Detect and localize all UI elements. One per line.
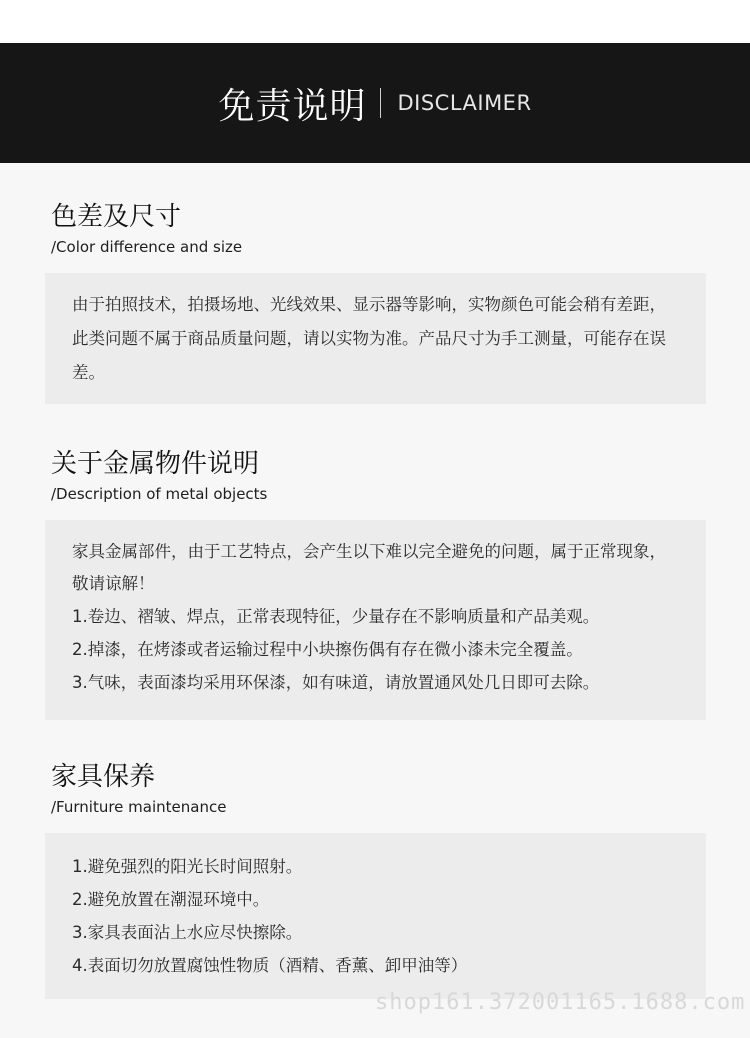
section-subtitle: /Description of metal objects <box>51 485 268 503</box>
section-title: 家具保养 <box>51 762 156 792</box>
list-item: 3.家具表面沾上水应尽快擦除。 <box>72 923 303 942</box>
top-strip <box>0 0 750 43</box>
list-item: 2.掉漆，在烤漆或者运输过程中小块擦伤偶有存在微小漆未完全覆盖。 <box>72 640 583 659</box>
section-title: 色差及尺寸 <box>51 202 182 232</box>
header-banner <box>0 43 750 163</box>
list-item: 1.卷边、褶皱、焊点，正常表现特征，少量存在不影响质量和产品美观。 <box>72 607 600 626</box>
section-title: 关于金属物件说明 <box>51 449 260 479</box>
title-divider <box>380 88 381 118</box>
page-title: 免责说明 <box>218 85 367 127</box>
shop-watermark: shop161.372001165.1688.com <box>375 990 746 1015</box>
page-title-english: DISCLAIMER <box>397 91 532 115</box>
section-content-box <box>45 520 706 720</box>
list-item: 2.避免放置在潮湿环境中。 <box>72 890 270 909</box>
list-item: 1.避免强烈的阳光长时间照射。 <box>72 857 303 876</box>
section-subtitle: /Furniture maintenance <box>51 798 227 816</box>
section-paragraph: 家具金属部件，由于工艺特点，会产生以下难以完全避免的问题，属于正常现象，敬请谅解！ <box>72 542 666 593</box>
list-item: 3.气味，表面漆均采用环保漆，如有味道，请放置通风处几日即可去除。 <box>72 673 600 692</box>
list-item: 4.表面切勿放置腐蚀性物质（酒精、香薰、卸甲油等） <box>72 956 468 975</box>
section-paragraph: 由于拍照技术，拍摄场地、光线效果、显示器等影响，实物颜色可能会稍有差距，此类问题不属于商品质量问题，请以实物为准。产品尺寸为手工测量，可能存在误差。 <box>72 295 666 382</box>
section-content-box <box>45 833 706 999</box>
section-content-box <box>45 273 706 404</box>
section-subtitle: /Color difference and size <box>51 238 243 256</box>
